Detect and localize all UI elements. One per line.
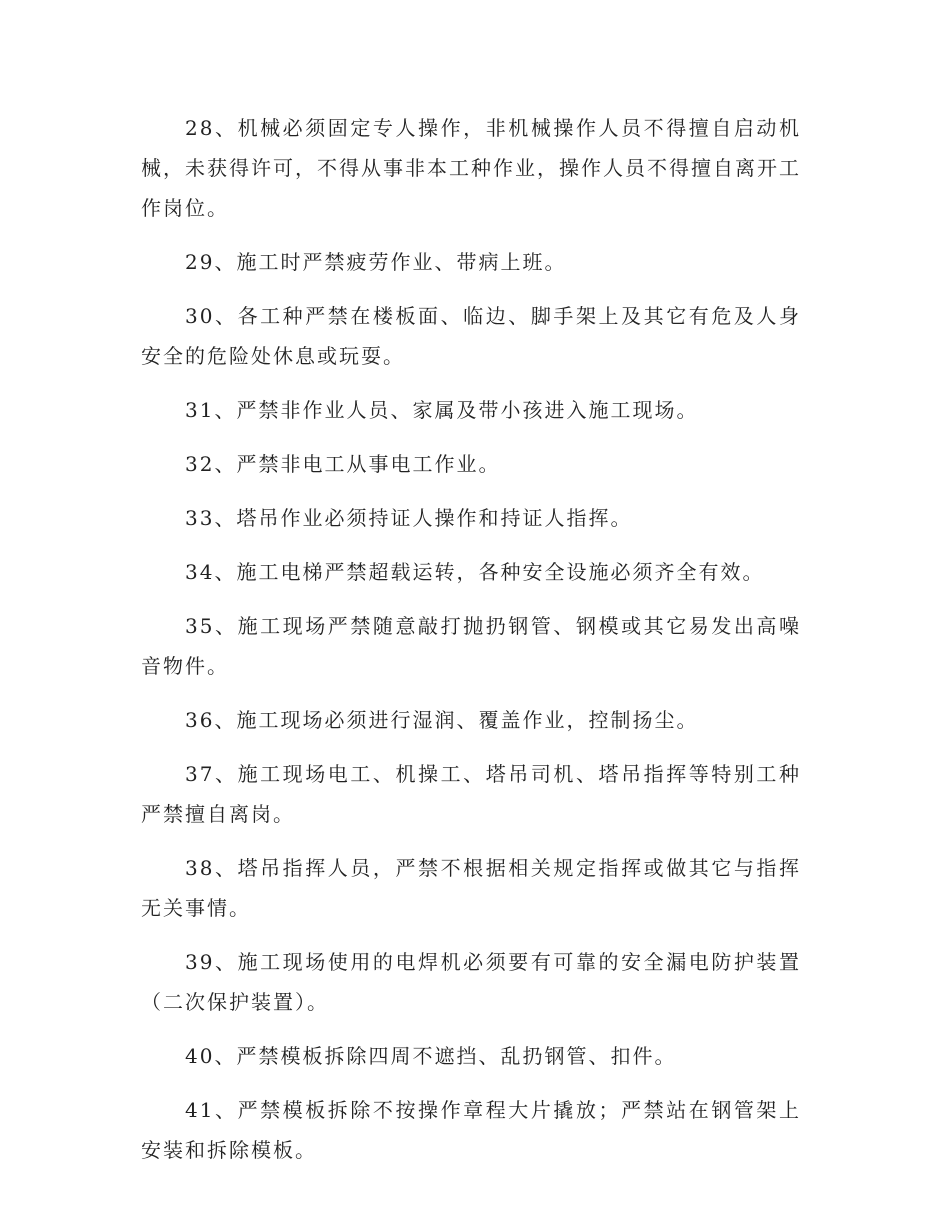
rule-41: 41、严禁模板拆除不按操作章程大片撬放；严禁站在钢管架上安装和拆除模板。 xyxy=(141,1098,801,1162)
rule-30: 30、各工种严禁在楼板面、临边、脚手架上及其它有危及人身安全的危险处休息或玩耍。 xyxy=(141,304,801,368)
rule-34: 34、施工电梯严禁超载运转，各种安全设施必须齐全有效。 xyxy=(185,560,765,584)
rule-36: 36、施工现场必须进行湿润、覆盖作业，控制扬尘。 xyxy=(185,708,699,732)
document-body xyxy=(141,108,801,1184)
rule-29: 29、施工时严禁疲劳作业、带病上班。 xyxy=(185,250,567,274)
rule-37: 37、施工现场电工、机操工、塔吊司机、塔吊指挥等特别工种严禁擅自离岗。 xyxy=(141,762,801,826)
rule-38: 38、塔吊指挥人员，严禁不根据相关规定指挥或做其它与指挥无关事情。 xyxy=(141,856,801,920)
rule-32: 32、严禁非电工从事电工作业。 xyxy=(185,452,501,476)
rule-28: 28、机械必须固定专人操作，非机械操作人员不得擅自启动机械，未获得许可，不得从事非本工种作业，操作人员不得擅自离开工作岗位。 xyxy=(141,116,801,220)
rule-39: 39、施工现场使用的电焊机必须要有可靠的安全漏电防护装置（二次保护装置）。 xyxy=(141,950,801,1014)
rule-40: 40、严禁模板拆除四周不遮挡、乱扔钢管、扣件。 xyxy=(185,1044,677,1068)
rule-35: 35、施工现场严禁随意敲打抛扔钢管、钢模或其它易发出高噪音物件。 xyxy=(141,614,801,678)
rule-31: 31、严禁非作业人员、家属及带小孩进入施工现场。 xyxy=(185,398,699,422)
rule-33: 33、塔吊作业必须持证人操作和持证人指挥。 xyxy=(185,506,633,530)
